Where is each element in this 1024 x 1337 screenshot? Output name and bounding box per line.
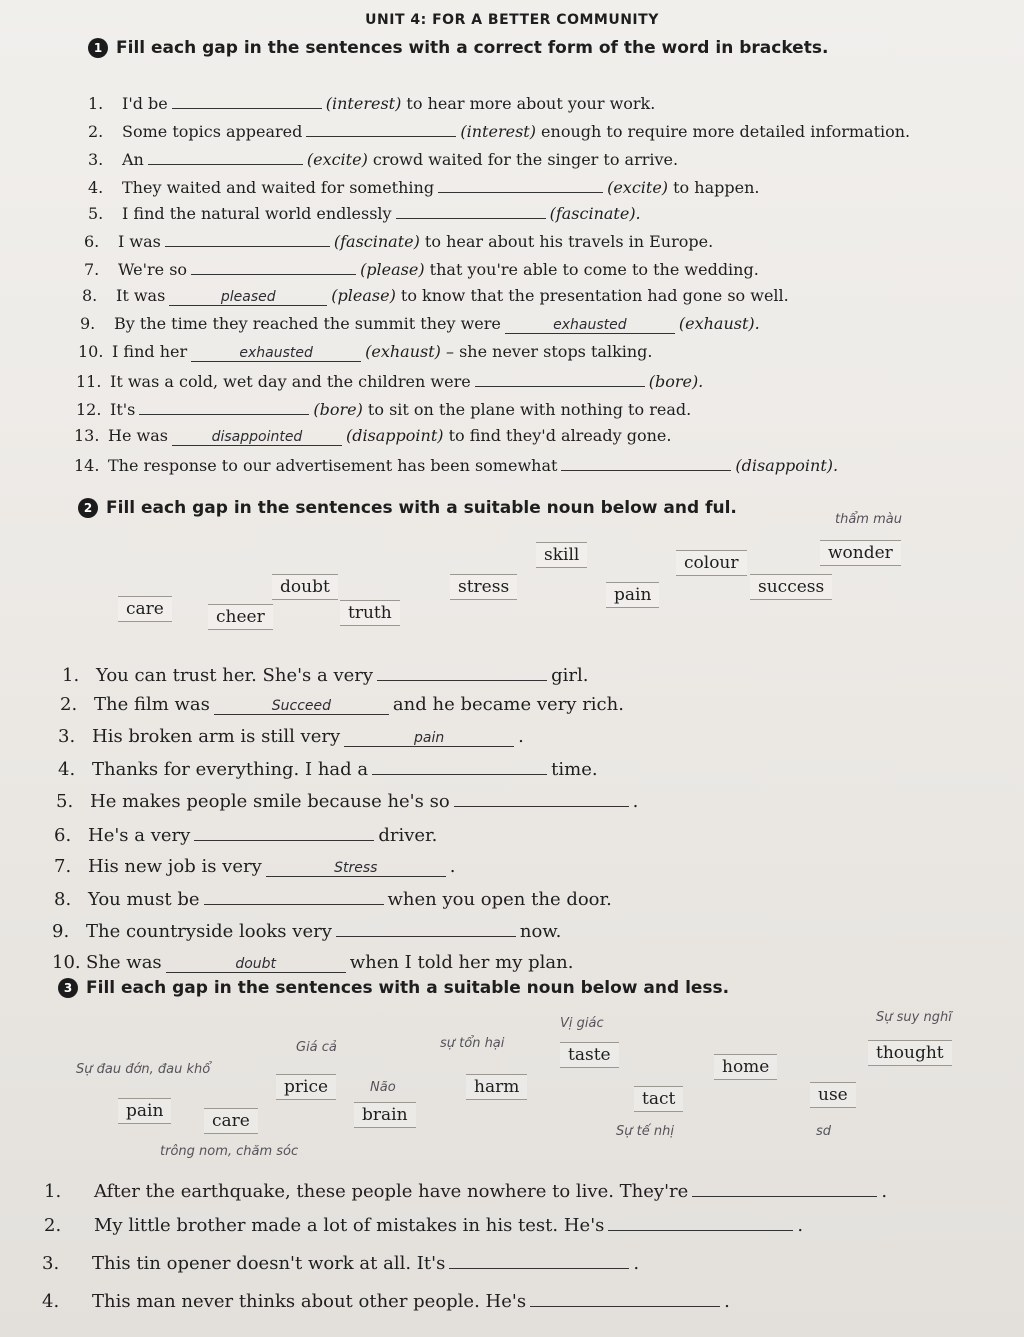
item-number: 7.	[84, 260, 100, 279]
answer-blank[interactable]: exhausted	[505, 317, 675, 334]
item-number: 3.	[42, 1253, 60, 1274]
exercise-2-item	[58, 758, 598, 780]
answer-blank[interactable]	[372, 758, 547, 775]
answer-blank[interactable]: Succeed	[214, 698, 389, 715]
answer-blank[interactable]: Stress	[266, 860, 446, 877]
item-text-before: He makes people smile because he's so	[90, 791, 450, 812]
exercise-2-item	[52, 920, 561, 942]
word-card-care: care	[118, 596, 172, 622]
item-number: 8.	[82, 286, 98, 305]
item-number: 3.	[88, 150, 104, 169]
word-hint: (bore)	[313, 400, 363, 419]
item-number: 1.	[44, 1181, 62, 1202]
answer-blank[interactable]	[454, 790, 629, 807]
word-card-cheer: cheer	[208, 604, 273, 630]
item-number: 1.	[88, 94, 104, 113]
answer-blank[interactable]: pain	[344, 730, 514, 747]
item-text-after: to find they'd already gone.	[443, 426, 672, 445]
item-text-before: You can trust her. She's a very	[96, 665, 374, 686]
item-number: 10.	[52, 952, 81, 973]
answer-blank[interactable]	[475, 370, 645, 387]
handwritten-note: Sự đau đớn, đau khổ	[76, 1062, 211, 1077]
item-text-before: Thanks for everything. I had a	[92, 759, 369, 780]
word-card-colour: colour	[676, 550, 747, 576]
section-2-instruction: Fill each gap in the sentences with a suitable noun below and ful.	[106, 498, 737, 518]
exercise-1-item	[80, 314, 760, 334]
exercise-3-item	[44, 1214, 803, 1236]
answer-blank[interactable]	[204, 888, 384, 905]
section-1-instruction: Fill each gap in the sentences with a correct form of the word in brackets.	[116, 38, 829, 58]
item-number: 8.	[54, 889, 72, 910]
answer-blank[interactable]	[396, 202, 546, 219]
exercise-1-item	[76, 398, 691, 419]
item-number: 5.	[88, 204, 104, 223]
word-card-care: care	[204, 1108, 258, 1134]
exercise-2-item	[54, 824, 437, 846]
item-text-after: .	[797, 1215, 804, 1236]
exercise-1-item	[74, 426, 671, 446]
word-card-harm: harm	[466, 1074, 527, 1100]
item-text-before: The film was	[94, 694, 210, 715]
word-hint: (fascinate).	[549, 204, 641, 223]
item-text-after: to know that the presentation had gone so well.	[395, 286, 789, 305]
answer-blank[interactable]	[172, 92, 322, 109]
item-text-after: that you're able to come to the wedding.	[424, 260, 759, 279]
item-text-before: I find the natural world endlessly	[122, 204, 392, 223]
exercise-1-item	[84, 258, 759, 279]
item-text-before: He was	[108, 426, 168, 445]
word-hint: (exhaust)	[365, 342, 441, 361]
handwritten-note: Giá cả	[296, 1040, 337, 1055]
exercise-3-item	[42, 1290, 730, 1312]
answer-blank[interactable]	[692, 1180, 877, 1197]
item-number: 2.	[88, 122, 104, 141]
item-number: 7.	[54, 856, 72, 877]
item-text-before: By the time they reached the summit they were	[114, 314, 501, 333]
item-number: 4.	[42, 1291, 60, 1312]
word-card-success: success	[750, 574, 832, 600]
item-text-before: We're so	[118, 260, 188, 279]
answer-blank[interactable]	[148, 148, 303, 165]
word-hint: (disappoint).	[735, 456, 839, 475]
word-hint: (bore).	[648, 372, 704, 391]
word-hint: (interest)	[460, 122, 536, 141]
item-text-before: My little brother made a lot of mistakes in his test. He's	[94, 1215, 605, 1236]
word-card-price: price	[276, 1074, 336, 1100]
section-1-heading	[88, 38, 828, 58]
item-text-before: An	[122, 150, 144, 169]
word-card-taste: taste	[560, 1042, 619, 1068]
item-number: 4.	[88, 178, 104, 197]
item-text-before: Some topics appeared	[122, 122, 303, 141]
item-text-after: time.	[551, 759, 598, 780]
item-text-before: After the earthquake, these people have nowhere to live. They're	[94, 1181, 689, 1202]
item-number: 11.	[76, 372, 102, 391]
section-3-instruction: Fill each gap in the sentences with a suitable noun below and less.	[86, 978, 730, 998]
answer-blank[interactable]	[530, 1290, 720, 1307]
item-text-after: when I told her my plan.	[349, 952, 574, 973]
section-2-note: thẩm màu	[835, 512, 902, 527]
answer-blank[interactable]	[449, 1252, 629, 1269]
handwritten-note: trông nom, chăm sóc	[160, 1144, 299, 1159]
item-number: 2.	[44, 1215, 62, 1236]
exercise-1-item	[88, 202, 641, 223]
exercise-2-item	[58, 726, 524, 747]
exercise-2-item	[60, 694, 624, 715]
word-hint: (disappoint)	[345, 426, 444, 445]
item-number: 1.	[62, 665, 80, 686]
word-card-home: home	[714, 1054, 777, 1080]
word-hint: (please)	[360, 260, 425, 279]
item-text-before: They waited and waited for something	[122, 178, 435, 197]
item-text-after: enough to require more detailed information.	[535, 122, 911, 141]
item-text-before: He's a very	[88, 825, 191, 846]
item-text-before: I was	[118, 232, 161, 251]
answer-blank[interactable]	[165, 230, 330, 247]
item-text-before: His new job is very	[88, 856, 262, 877]
word-card-tact: tact	[634, 1086, 683, 1112]
word-hint: (excite)	[607, 178, 669, 197]
item-text-before: This man never thinks about other people. He's	[92, 1291, 527, 1312]
exercise-1-item	[84, 230, 713, 251]
item-text-after: and he became very rich.	[392, 694, 624, 715]
item-text-after: .	[518, 726, 524, 747]
exercise-1-item	[88, 120, 910, 141]
item-text-after: to hear about his travels in Europe.	[419, 232, 714, 251]
exercise-1-item	[88, 176, 759, 197]
word-card-use: use	[810, 1082, 856, 1108]
word-card-stress: stress	[450, 574, 517, 600]
item-text-after: girl.	[551, 665, 589, 686]
word-card-pain: pain	[118, 1098, 171, 1124]
item-text-after: when you open the door.	[387, 889, 612, 910]
item-number: 2.	[60, 694, 78, 715]
exercise-1-item	[78, 342, 653, 362]
answer-blank[interactable]	[139, 398, 309, 415]
item-number: 10.	[78, 342, 104, 361]
item-text-before: The countryside looks very	[86, 921, 332, 942]
item-text-after: to happen.	[668, 178, 760, 197]
word-card-pain: pain	[606, 582, 659, 608]
exercise-2-item	[54, 888, 612, 910]
handwritten-note: sd	[816, 1124, 832, 1139]
exercise-3-item	[44, 1180, 887, 1202]
exercise-2-item	[54, 856, 456, 877]
section-2-heading	[78, 498, 737, 518]
exercise-1-item	[74, 454, 838, 475]
item-number: 6.	[54, 825, 72, 846]
item-text-after: to hear more about your work.	[401, 94, 656, 113]
item-text-before: This tin opener doesn't work at all. It's	[92, 1253, 446, 1274]
exercise-2-item	[56, 790, 638, 812]
word-hint: (exhaust).	[678, 314, 760, 333]
item-number: 9.	[52, 921, 70, 942]
item-text-before: You must be	[88, 889, 200, 910]
section-3-number: 3	[58, 978, 78, 998]
item-text-after: – she never stops talking.	[440, 342, 653, 361]
word-hint: (please)	[331, 286, 396, 305]
item-number: 3.	[58, 726, 76, 747]
answer-blank[interactable]	[191, 258, 356, 275]
item-number: 4.	[58, 759, 76, 780]
item-number: 5.	[56, 791, 74, 812]
item-text-before: His broken arm is still very	[92, 726, 341, 747]
exercise-1-item	[76, 370, 703, 391]
word-hint: (interest)	[325, 94, 402, 113]
word-hint: (excite)	[306, 150, 368, 169]
word-card-truth: truth	[340, 600, 400, 626]
handwritten-note: Sự tế nhị	[616, 1124, 674, 1139]
item-number: 14.	[74, 456, 100, 475]
answer-blank[interactable]: pleased	[169, 289, 327, 306]
answer-blank[interactable]: doubt	[166, 956, 346, 973]
handwritten-note: Vị giác	[560, 1016, 604, 1031]
item-text-before: I find her	[112, 342, 188, 361]
answer-blank[interactable]	[194, 824, 374, 841]
word-card-brain: brain	[354, 1102, 416, 1128]
item-number: 9.	[80, 314, 96, 333]
exercise-1-item	[88, 92, 655, 113]
item-text-before: She was	[86, 952, 162, 973]
exercise-2-item	[62, 664, 588, 686]
item-text-after: .	[632, 791, 639, 812]
answer-blank[interactable]	[561, 454, 731, 471]
word-card-thought: thought	[868, 1040, 952, 1066]
section-1-number: 1	[88, 38, 108, 58]
answer-blank[interactable]	[438, 176, 603, 193]
item-text-before: It's	[110, 400, 136, 419]
exercise-1-item	[82, 286, 789, 306]
answer-blank[interactable]	[608, 1214, 793, 1231]
answer-blank[interactable]: disappointed	[172, 429, 342, 446]
word-hint: (fascinate)	[333, 232, 420, 251]
item-number: 12.	[76, 400, 102, 419]
answer-blank[interactable]: exhausted	[191, 345, 361, 362]
exercise-2-item	[52, 952, 573, 973]
item-text-before: The response to our advertisement has been somewhat	[108, 456, 558, 475]
item-text-after: .	[633, 1253, 640, 1274]
word-card-doubt: doubt	[272, 574, 338, 600]
item-number: 6.	[84, 232, 100, 251]
item-text-before: It was a cold, wet day and the children were	[110, 372, 471, 391]
item-text-after: .	[724, 1291, 730, 1312]
answer-blank[interactable]	[377, 664, 547, 681]
handwritten-note: Sự suy nghĩ	[876, 1010, 952, 1025]
item-text-after: .	[881, 1181, 888, 1202]
item-text-after: crowd waited for the singer to arrive.	[367, 150, 679, 169]
answer-blank[interactable]	[336, 920, 516, 937]
exercise-3-item	[42, 1252, 639, 1274]
answer-blank[interactable]	[306, 120, 456, 137]
unit-title: UNIT 4: FOR A BETTER COMMUNITY	[365, 12, 659, 28]
word-card-wonder: wonder	[820, 540, 901, 566]
item-text-after: driver.	[378, 825, 438, 846]
item-text-after: .	[449, 856, 456, 877]
handwritten-note: Não	[370, 1080, 396, 1095]
item-text-before: I'd be	[122, 94, 168, 113]
item-number: 13.	[74, 426, 100, 445]
item-text-after: to sit on the plane with nothing to read.	[362, 400, 692, 419]
item-text-before: It was	[116, 286, 166, 305]
item-text-after: now.	[519, 921, 562, 942]
word-card-skill: skill	[536, 542, 587, 568]
handwritten-note: sự tổn hại	[440, 1036, 505, 1051]
section-2-number: 2	[78, 498, 98, 518]
exercise-1-item	[88, 148, 678, 169]
section-3-heading	[58, 978, 729, 998]
